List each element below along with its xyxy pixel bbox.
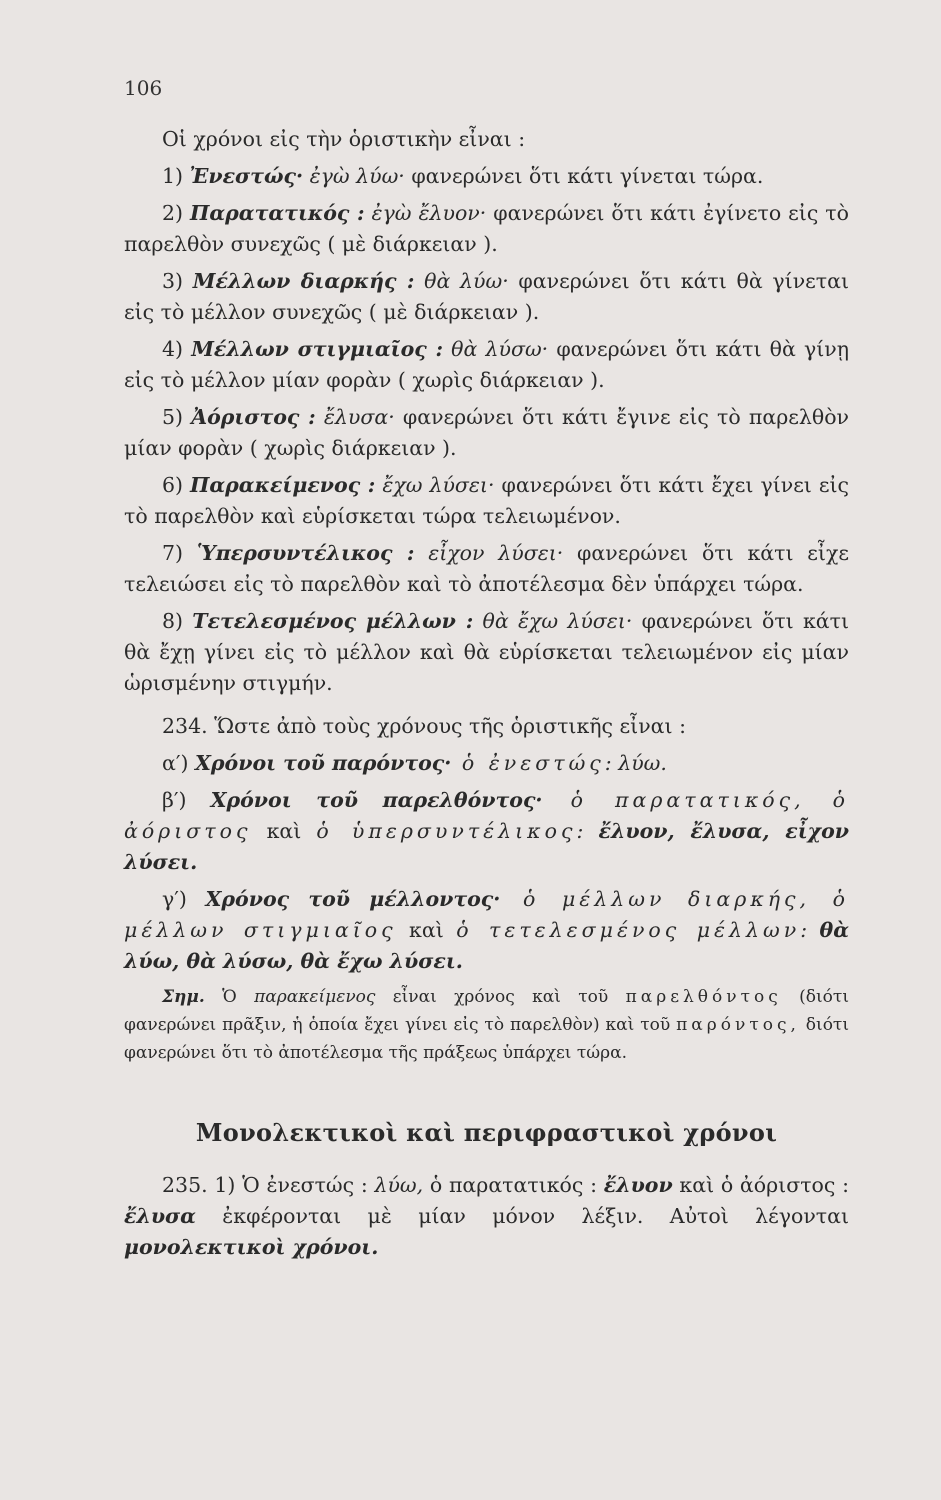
tense-name: Ἐνεστώς· bbox=[189, 164, 304, 188]
tense-example: θὰ λύσω· bbox=[443, 337, 549, 361]
tense-example: ἐγὼ λύω· bbox=[303, 164, 405, 188]
body-text bbox=[124, 124, 849, 1269]
tense-example: θὰ ἔχω λύσει· bbox=[473, 609, 633, 633]
tense-paragraph: 1) Ἐνεστώς· ἐγὼ λύω· φανερώνει ὅτι κάτι γίνεται τώρα. bbox=[162, 164, 764, 188]
tense-name: Μέλλων διαρκής : bbox=[192, 269, 415, 293]
tense-description: φανερώνει ὅτι κάτι θὰ ἔχῃ γίνει εἰς τὸ μέλλον καὶ θὰ εὑρίσκεται τελειωμένον εἰς μίαν ὡρισμένην στιγμήν. bbox=[124, 609, 849, 695]
intro-paragraph: Οἱ χρόνοι εἰς τὴν ὁριστικὴν εἶναι : bbox=[162, 127, 526, 151]
tense-example: εἶχον λύσει· bbox=[414, 541, 564, 565]
tense-name: Μέλλων στιγμιαῖος : bbox=[191, 337, 444, 361]
tense-example: θὰ λύω· bbox=[414, 269, 509, 293]
tense-paragraph: 5) Ἀόριστος : ἔλυσα· φανερώνει ὅτι κάτι ἔγινε εἰς τὸ παρελθὸν μίαν φορὰν ( χωρὶς διάρκειαν ). bbox=[124, 405, 850, 460]
summary-title: Χρόνοι τοῦ παρόντος· bbox=[195, 751, 452, 775]
section-heading: Μονολεκτικοὶ καὶ περιφραστικοὶ χρόνοι bbox=[195, 1118, 778, 1147]
tense-name: Τετελεσμένος μέλλων : bbox=[192, 609, 474, 633]
summary-past: β′) Χρόνοι τοῦ παρελθόντος· ὁ παρατατικός, ὁ ἀόριστος καὶ ὁ ὑπερσυντέλικος: ἔλυον, ἔλυσα, εἶχον λύσει. bbox=[124, 788, 850, 874]
tense-description: φανερώνει ὅτι κάτι θὰ γίνεται εἰς τὸ μέλλον συνεχῶς ( μὲ διάρκειαν ). bbox=[124, 269, 849, 324]
tense-description: φανερώνει ὅτι κάτι θὰ γίνῃ εἰς τὸ μέλλον μίαν φορὰν ( χωρὶς διάρκειαν ). bbox=[124, 337, 849, 392]
tense-name: Παρατατικός : bbox=[190, 201, 365, 225]
key-term: μονολεκτικοὶ χρόνοι. bbox=[124, 1235, 379, 1259]
tense-paragraph: 7) Ὑπερσυντέλικος : εἶχον λύσει· φανερώνει ὅτι κάτι εἶχε τελειώσει εἰς τὸ παρελθὸν καὶ τὸ ἀποτέλεσμα δὲν ὑπάρχει τώρα. bbox=[124, 541, 849, 596]
tense-description: φανερώνει ὅτι κάτι εἶχε τελειώσει εἰς τὸ παρελθὸν καὶ τὸ ἀποτέλεσμα δὲν ὑπάρχει τώρα. bbox=[124, 541, 849, 596]
tense-paragraph: 8) Τετελεσμένος μέλλων : θὰ ἔχω λύσει· φανερώνει ὅτι κάτι θὰ ἔχῃ γίνει εἰς τὸ μέλλον καὶ θὰ εὑρίσκεται τελειωμένον εἰς μίαν ὡρισμένην στιγμήν. bbox=[124, 609, 849, 695]
note-label: Σημ. bbox=[162, 987, 205, 1007]
page-number: 106 bbox=[124, 76, 163, 100]
tense-example: ἐγὼ ἔλυον· bbox=[364, 201, 487, 225]
summary-future: γ′) Χρόνος τοῦ μέλλοντος· ὁ μέλλων διαρκής, ὁ μέλλων στιγμιαῖος καὶ ὁ τετελεσμένος μέλλων: θὰ λύω, θὰ λύσω, θὰ ἔχω λύσει. bbox=[124, 887, 850, 973]
summary-present: α′) Χρόνοι τοῦ παρόντος· ὁ ἐνεστώς: λύω. bbox=[162, 751, 667, 775]
tense-paragraph: 2) Παρατατικός : ἐγὼ ἔλυον· φανερώνει ὅτι κάτι ἐγίνετο εἰς τὸ παρελθὸν συνεχῶς ( μὲ διάρκειαν ). bbox=[124, 201, 849, 256]
note-paragraph: Σημ. Ὁ παρακείμενος εἶναι χρόνος καὶ τοῦ παρελθόντος (διότι φανερώνει πρᾶξιν, ἡ ὁποία ἔχει γίνει εἰς τὸ παρελθὸν) καὶ τοῦ παρόντος, διότι φανερώνει ὅτι τὸ ἀποτέλεσμα τῆς πράξεως ὑπάρχει τώρα. bbox=[124, 987, 850, 1063]
tense-paragraph: 4) Μέλλων στιγμιαῖος : θὰ λύσω· φανερώνει ὅτι κάτι θὰ γίνῃ εἰς τὸ μέλλον μίαν φορὰν ( χωρὶς διάρκειαν ). bbox=[124, 337, 849, 392]
tense-example: ἔλυσα· bbox=[315, 405, 395, 429]
tense-name: Ἀόριστος : bbox=[191, 405, 316, 429]
tense-name: Παρακείμενος : bbox=[190, 473, 376, 497]
summary-title: Χρόνοι τοῦ παρελθόντος· bbox=[210, 788, 543, 812]
tense-paragraph: 3) Μέλλων διαρκής : θὰ λύω· φανερώνει ὅτι κάτι θὰ γίνεται εἰς τὸ μέλλον συνεχῶς ( μὲ διάρκειαν ). bbox=[124, 269, 849, 324]
section-235-paragraph: 235. 1) Ὁ ἐνεστώς : λύω, ὁ παρατατικός : ἔλυον καὶ ὁ ἀόριστος : ἔλυσα ἐκφέρονται μὲ μίαν μόνον λέξιν. Αὐτοὶ λέγονται μονολεκτικοὶ χρόνοι. bbox=[124, 1173, 849, 1259]
tense-description: φανερώνει ὅτι κάτι γίνεται τώρα. bbox=[404, 164, 764, 188]
tense-paragraph: 6) Παρακείμενος : ἔχω λύσει· φανερώνει ὅτι κάτι ἔχει γίνει εἰς τὸ παρελθὸν καὶ εὑρίσκεται τώρα τελειωμένον. bbox=[124, 473, 849, 528]
tense-description: φανερώνει ὅτι κάτι ἔγινε εἰς τὸ παρελθὸν μίαν φορὰν ( χωρὶς διάρκειαν ). bbox=[124, 405, 850, 460]
tense-name: Ὑπερσυντέλικος : bbox=[196, 541, 415, 565]
tense-description: φανερώνει ὅτι κάτι ἐγίνετο εἰς τὸ παρελθὸν συνεχῶς ( μὲ διάρκειαν ). bbox=[124, 201, 849, 256]
tense-example: ἔχω λύσει· bbox=[375, 473, 495, 497]
section-234-lead: 234. Ὥστε ἀπὸ τοὺς χρόνους τῆς ὁριστικῆς εἶναι : bbox=[162, 714, 686, 738]
summary-title: Χρόνος τοῦ μέλλοντος· bbox=[205, 887, 501, 911]
tense-description: φανερώνει ὅτι κάτι ἔχει γίνει εἰς τὸ παρελθὸν καὶ εὑρίσκεται τώρα τελειωμένον. bbox=[124, 473, 849, 528]
